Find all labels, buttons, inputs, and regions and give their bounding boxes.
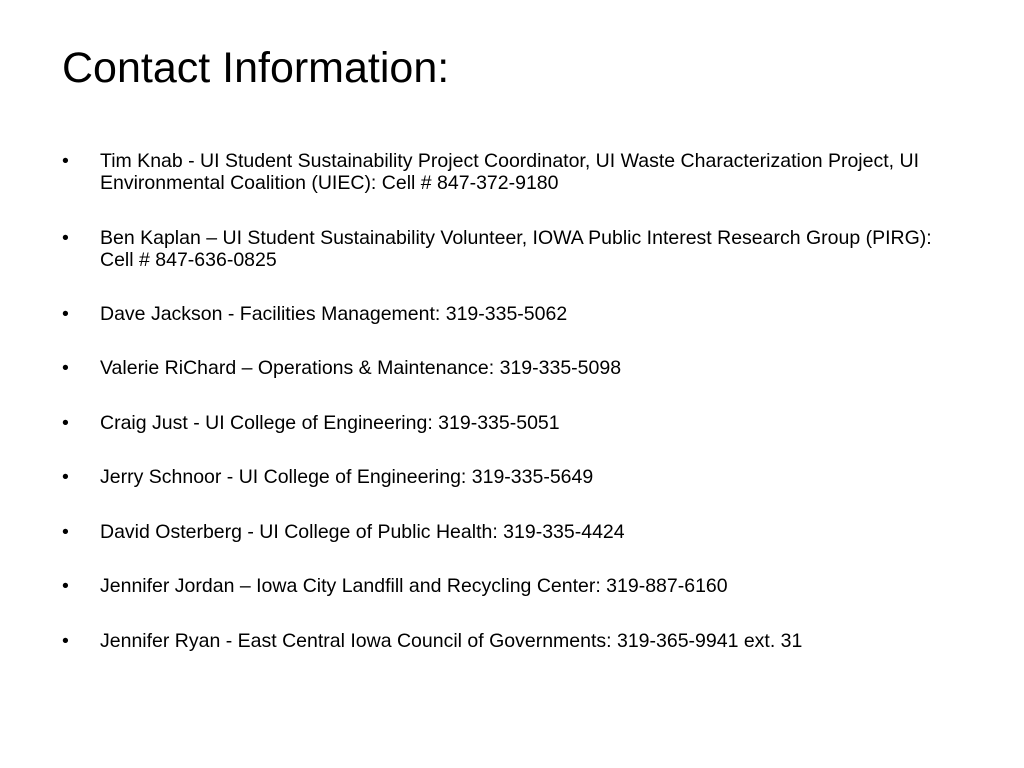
bullet-icon: • — [62, 575, 69, 597]
contact-text: Ben Kaplan – UI Student Sustainability Volunteer, IOWA Public Interest Research Group (PIRG): Cell # 847-636-0825 — [100, 227, 932, 271]
contact-text: David Osterberg - UI College of Public Health: 319-335-4424 — [100, 521, 625, 543]
contact-item — [62, 303, 962, 325]
contact-text: Jerry Schnoor - UI College of Engineering: 319-335-5649 — [100, 466, 594, 488]
bullet-icon: • — [62, 227, 69, 249]
slide-title: Contact Information: — [62, 44, 450, 92]
contact-text: Tim Knab - UI Student Sustainability Project Coordinator, UI Waste Characterization Project, UI Environmental Coalition (UIEC): Cell # 847-372-9180 — [100, 150, 919, 194]
contact-item — [62, 357, 962, 379]
contact-text: Jennifer Ryan - East Central Iowa Council of Governments: 319-365-9941 ext. 31 — [100, 630, 803, 652]
contact-item — [62, 150, 962, 194]
contact-item — [62, 412, 962, 434]
bullet-icon: • — [62, 630, 69, 652]
contact-item — [62, 521, 962, 543]
bullet-icon: • — [62, 303, 69, 325]
bullet-icon: • — [62, 466, 69, 488]
bullet-icon: • — [62, 357, 69, 379]
contact-text: Jennifer Jordan – Iowa City Landfill and Recycling Center: 319-887-6160 — [100, 575, 728, 597]
contact-text: Valerie RiChard – Operations & Maintenance: 319-335-5098 — [100, 357, 622, 379]
contact-item — [62, 227, 962, 271]
bullet-icon: • — [62, 150, 69, 172]
contact-text: Dave Jackson - Facilities Management: 319-335-5062 — [100, 303, 568, 325]
bullet-icon: • — [62, 412, 69, 434]
bullet-icon: • — [62, 521, 69, 543]
contact-item — [62, 466, 962, 488]
contact-item — [62, 630, 962, 652]
contact-text: Craig Just - UI College of Engineering: 319-335-5051 — [100, 412, 560, 434]
contact-item — [62, 575, 962, 597]
